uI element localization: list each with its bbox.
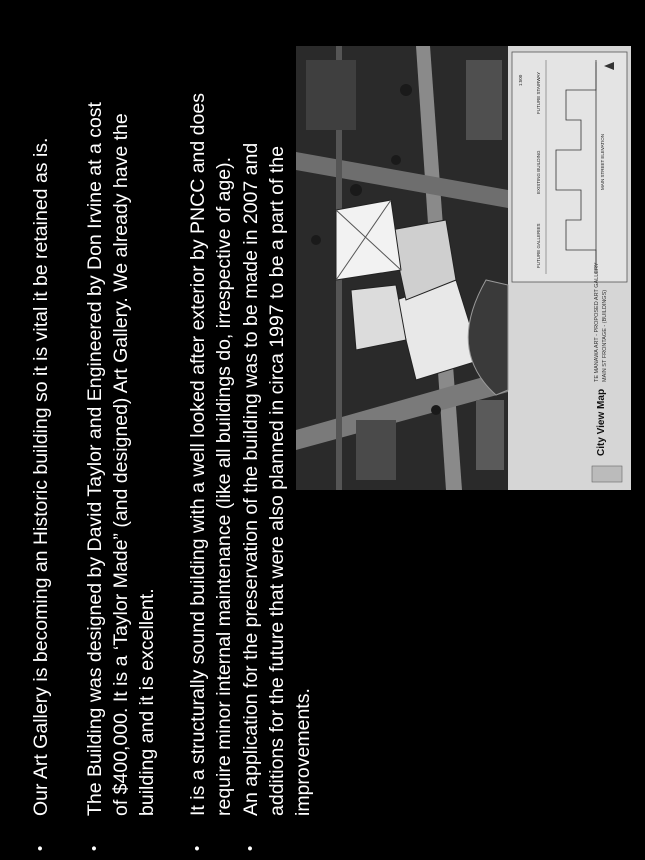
bullet-text: An application for the preservation of the building was to be made in 2007 and additions for the future that were also planned in circa 1997 to be a part of the improvements. (240, 142, 314, 816)
bullet-text: It is a structurally sound building with a well looked after exterior by PNCC and does require minor internal maintenance (like all buildings do, irrespective of age). (187, 93, 235, 816)
city-view-map-image (296, 46, 631, 490)
map-title: City View Map (596, 388, 607, 456)
scale-label: 1:500 (518, 74, 523, 86)
bullet-marker: • (189, 845, 206, 851)
elevation-caption: MAIN STREET ELEVATION (600, 133, 605, 190)
map-subtitle-line2: MAIN ST FRONTAGE - (BUILDINGS) (602, 289, 608, 382)
elevation-label: FUTURE GALLERIES (536, 223, 541, 268)
bullet-marker: • (86, 845, 103, 851)
aerial-photo-graphic (296, 46, 631, 490)
bullet-marker: • (242, 845, 259, 851)
map-subtitle-line1: TE MANAWA ART - PROPOSED ART GALLERY (594, 262, 600, 382)
elevation-label: FUTURE STAIRWAY (536, 71, 541, 114)
bullet-text: Our Art Gallery is becoming an Historic building so it is vital it be retained as is. (30, 137, 52, 816)
elevation-label: EXISTING BUILDING (536, 150, 541, 194)
bullet-marker: • (32, 845, 49, 851)
bullet-text: The Building was designed by David Taylor and Engineered by Don Irvine at a cost of $400,000. It is a ‘Taylor Made” (and designed) Art Gallery. We already have the building and it is excellent. (84, 102, 158, 816)
